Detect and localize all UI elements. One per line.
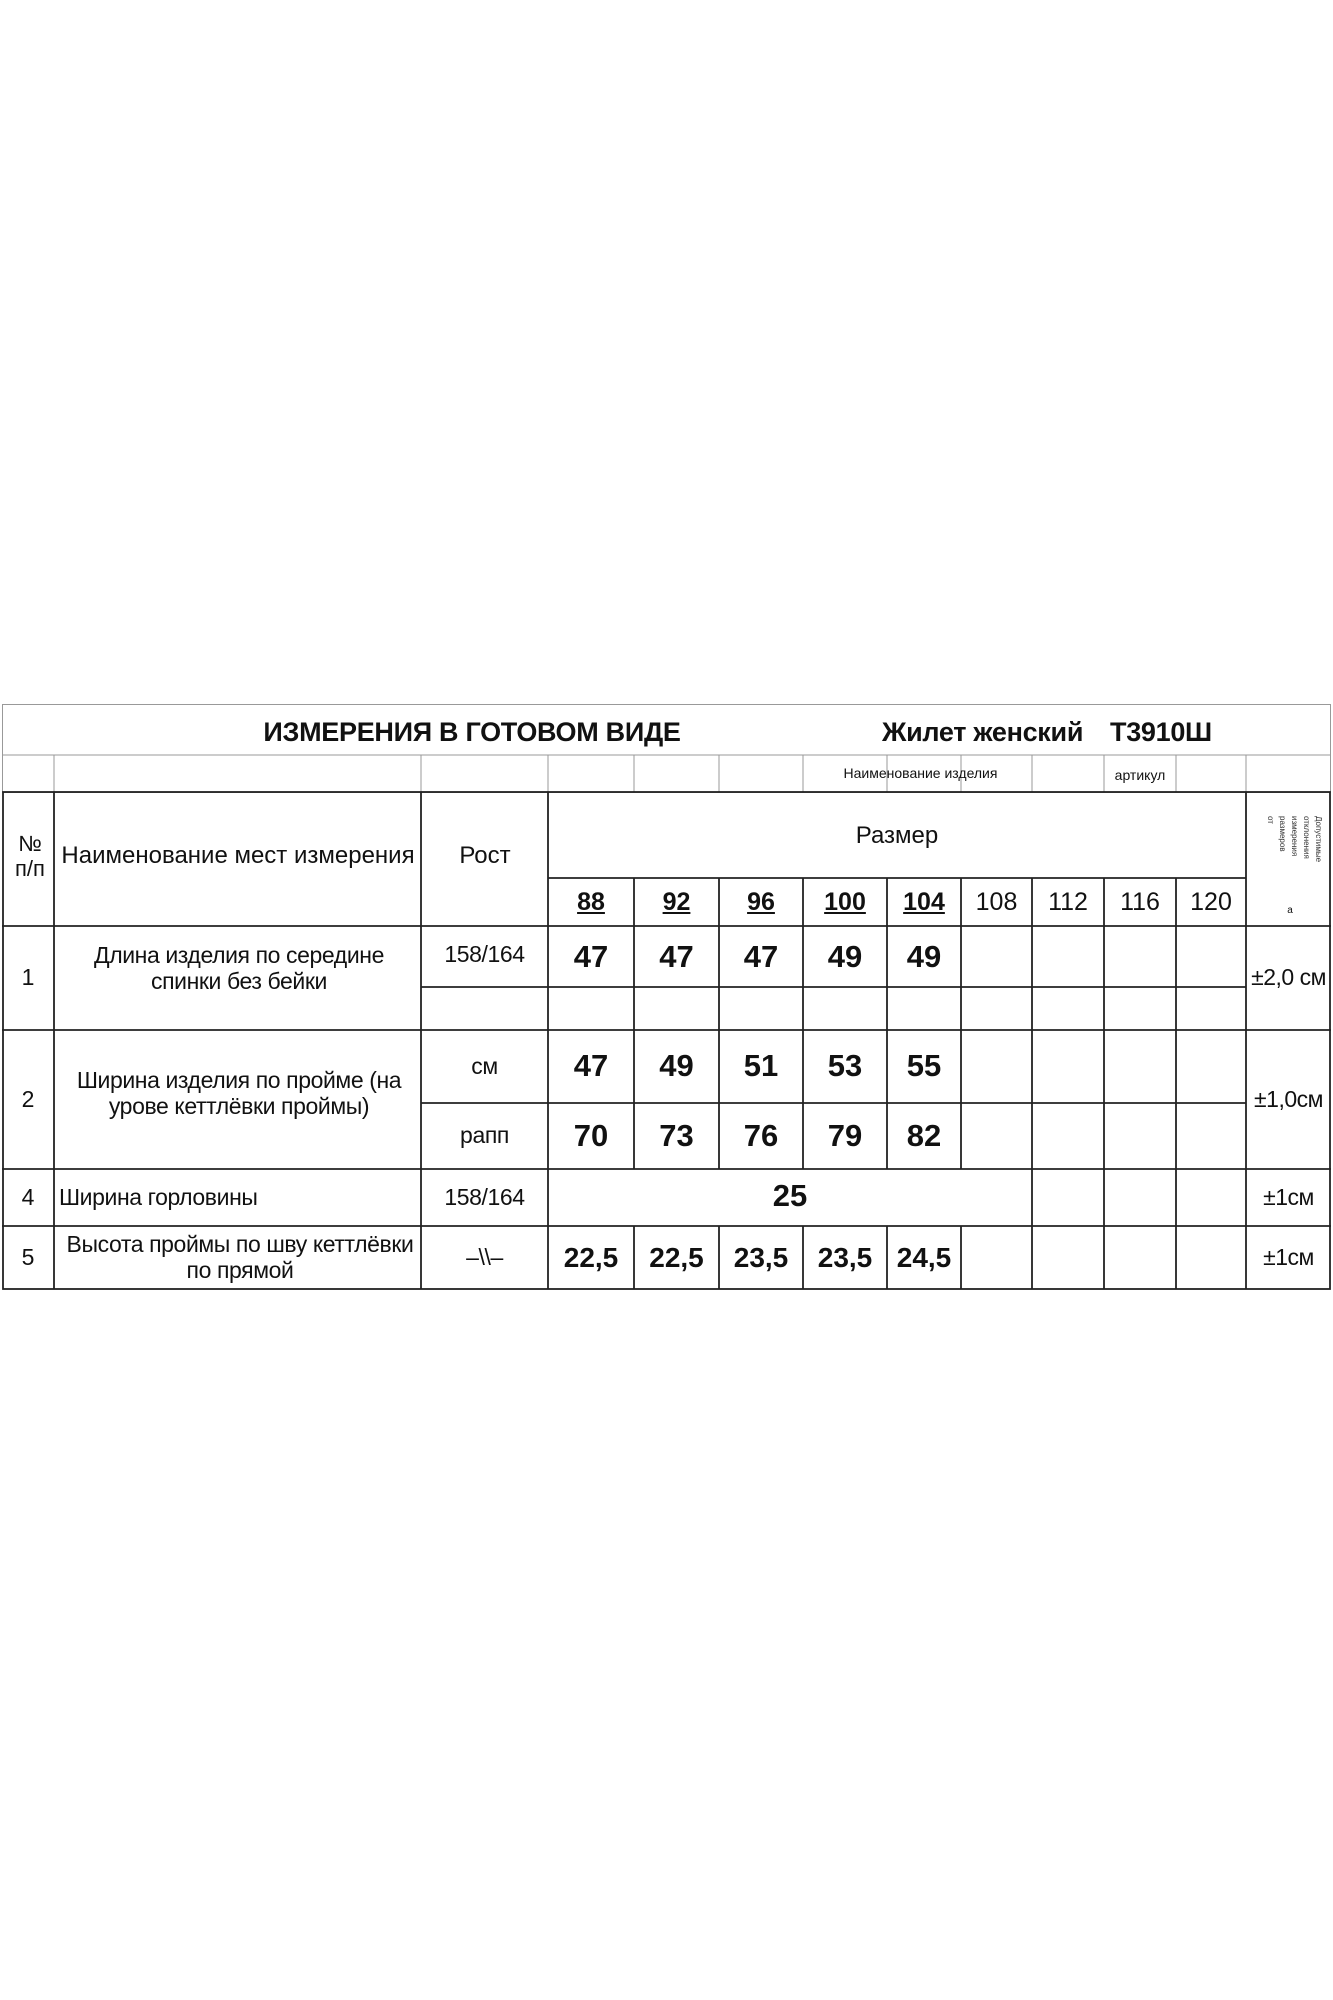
row-1-value-100: 49 xyxy=(827,938,863,974)
size-88: 88 xyxy=(577,888,605,916)
tolerance-header-line-2: отклонения xyxy=(1302,816,1311,859)
size-104: 104 xyxy=(903,888,945,916)
row-1-height: 158/164 xyxy=(444,941,525,968)
size-108: 108 xyxy=(975,888,1018,916)
product-name-caption: Наименование изделия xyxy=(843,765,998,782)
row-2-value-100: 53 xyxy=(827,1047,863,1083)
row-2-height-rapp: рапп xyxy=(460,1122,509,1149)
row-2-value-96: 51 xyxy=(743,1047,779,1083)
size-92: 92 xyxy=(662,888,691,916)
header-measure: Наименование мест измерения xyxy=(61,841,415,869)
row-5-value-96: 23,5 xyxy=(733,1241,789,1273)
measurement-sheet xyxy=(2,704,1331,1294)
tolerance-header-line-3: измерения xyxy=(1290,816,1299,857)
row-4-name: Ширина горловины xyxy=(59,1183,258,1210)
row-5-name: Высота проймы по шву кеттлёвки по прямой xyxy=(66,1231,414,1283)
row-1-value-104: 49 xyxy=(906,938,942,974)
row-2-tolerance: ±1,0см xyxy=(1254,1085,1323,1112)
row-5-height: –\\– xyxy=(466,1243,503,1270)
row-1-num: 1 xyxy=(21,964,35,991)
row-1-name: Длина изделия по середине спинки без бейки xyxy=(94,942,384,994)
row-2-name: Ширина изделия по пройме (на урове кеттлёвки проймы) xyxy=(76,1067,402,1119)
row-2-rapp-96: 76 xyxy=(743,1117,779,1153)
tolerance-header-corner: а xyxy=(1287,905,1293,917)
header-size: Размер xyxy=(855,821,939,849)
size-116: 116 xyxy=(1120,888,1160,916)
row-4-height: 158/164 xyxy=(444,1183,525,1210)
size-120: 120 xyxy=(1190,888,1232,916)
size-100: 100 xyxy=(824,888,866,916)
row-5-value-100: 23,5 xyxy=(817,1241,873,1273)
article-caption: артикул xyxy=(1114,767,1166,784)
row-4-num: 4 xyxy=(21,1183,35,1210)
product-article: Т3910Ш xyxy=(1110,716,1212,747)
row-1-tolerance: ±2,0 см xyxy=(1251,964,1326,991)
header-num: № п/п xyxy=(15,831,45,881)
row-5-value-104: 24,5 xyxy=(896,1241,952,1273)
row-1-value-88: 47 xyxy=(573,938,609,974)
sheet-title: ИЗМЕРЕНИЯ В ГОТОВОМ ВИДЕ xyxy=(263,716,681,747)
size-96: 96 xyxy=(747,888,775,916)
tolerance-header-line-5: от xyxy=(1266,816,1275,824)
row-2-value-88: 47 xyxy=(573,1047,609,1083)
row-4-tolerance: ±1см xyxy=(1263,1183,1314,1210)
row-2-value-104: 55 xyxy=(906,1047,942,1083)
tolerance-header-line-1: Допустимые xyxy=(1314,816,1323,863)
header-height: Рост xyxy=(459,841,511,869)
row-5-value-88: 22,5 xyxy=(563,1241,619,1273)
row-5-value-92: 22,5 xyxy=(649,1241,704,1273)
row-2-num: 2 xyxy=(21,1085,35,1112)
row-2-rapp-92: 73 xyxy=(659,1117,694,1153)
row-2-rapp-100: 79 xyxy=(827,1117,863,1153)
row-1-value-92: 47 xyxy=(659,938,694,974)
row-2-rapp-88: 70 xyxy=(573,1117,609,1153)
row-4-merged-value: 25 xyxy=(772,1177,808,1213)
row-1-value-96: 47 xyxy=(743,938,779,974)
row-2-rapp-104: 82 xyxy=(906,1117,942,1153)
row-5-num: 5 xyxy=(21,1243,35,1270)
product-name: Жилет женский xyxy=(882,716,1084,747)
row-5-tolerance: ±1см xyxy=(1263,1243,1314,1270)
size-112: 112 xyxy=(1048,888,1088,916)
row-2-value-92: 49 xyxy=(659,1047,694,1083)
row-2-height-cm: см xyxy=(471,1052,498,1079)
tolerance-header-line-4: размеров xyxy=(1278,816,1287,852)
